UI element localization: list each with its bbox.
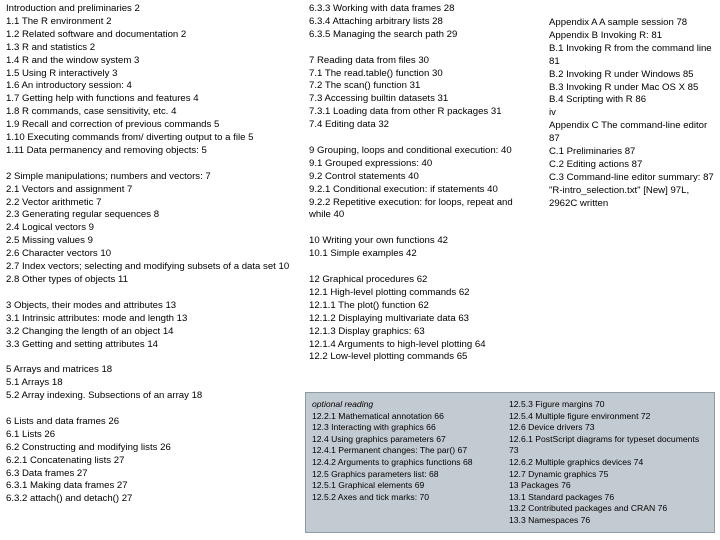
section-gap bbox=[6, 403, 296, 416]
toc-section-2 bbox=[6, 171, 296, 287]
optional-reading-right bbox=[509, 399, 709, 527]
toc-entry: 1.2 Related software and documentation 2 bbox=[6, 28, 187, 40]
toc-entry: 13.2 Contributed packages and CRAN 76 bbox=[509, 503, 668, 514]
toc-entry: 10 Writing your own functions 42 bbox=[309, 235, 449, 247]
toc-entry: B.1 Invoking R from the command line 81 bbox=[549, 42, 712, 67]
toc-section-3 bbox=[6, 300, 296, 352]
section-gap bbox=[6, 351, 296, 364]
toc-entry: 2.6 Character vectors 10 bbox=[6, 248, 112, 260]
toc-section-7 bbox=[309, 55, 534, 132]
toc-entry: 12.5.1 Graphical elements 69 bbox=[312, 480, 425, 491]
toc-entry: Appendix A A sample session 78 bbox=[549, 17, 688, 28]
toc-section-10 bbox=[309, 235, 534, 261]
toc-entry: 12.1 High-level plotting commands 62 bbox=[309, 286, 470, 298]
toc-entry: 2.5 Missing values 9 bbox=[6, 235, 93, 247]
toc-entry: 9.2.1 Conditional execution: if statements 40 bbox=[309, 183, 498, 195]
toc-entry: 12.1.1 The plot() function 62 bbox=[309, 299, 429, 311]
toc-entry: 13.1 Standard packages 76 bbox=[509, 491, 615, 502]
toc-entry: 12.6 Device drivers 73 bbox=[509, 422, 595, 433]
toc-entry: B.3 Invoking R under Mac OS X 85 bbox=[549, 81, 699, 93]
toc-entry: 1.7 Getting help with functions and features 4 bbox=[6, 93, 199, 105]
toc-entry: 6.3.3 Working with data frames 28 bbox=[309, 3, 455, 14]
toc-entry: 6.1 Lists 26 bbox=[6, 428, 56, 440]
toc-entry: 12.2.1 Mathematical annotation 66 bbox=[312, 410, 444, 421]
toc-column-2 bbox=[309, 3, 534, 364]
toc-section-1 bbox=[6, 3, 296, 158]
toc-entry: 12 Graphical procedures 62 bbox=[309, 273, 428, 285]
toc-entry: 12.1.2 Displaying multivariate data 63 bbox=[309, 312, 469, 324]
toc-entry: 2.4 Logical vectors 9 bbox=[6, 222, 94, 234]
toc-entry: 1.4 R and the window system 3 bbox=[6, 54, 140, 66]
toc-entry: 12.4.1 Permanent changes: The par() 67 bbox=[312, 445, 468, 456]
toc-entry: 2.2 Vector arithmetic 7 bbox=[6, 196, 102, 208]
toc-entry: 13.3 Namespaces 76 bbox=[509, 514, 591, 525]
section-gap bbox=[309, 222, 534, 235]
toc-entry: Appendix C The command-line editor 87 bbox=[549, 120, 708, 145]
toc-entry: 12.4.2 Arguments to graphics functions 68 bbox=[312, 456, 473, 467]
toc-entry: C.2 Editing actions 87 bbox=[549, 158, 643, 170]
toc-entry: 12.1.3 Display graphics: 63 bbox=[309, 325, 425, 337]
section-gap bbox=[309, 42, 534, 55]
toc-entry: 5 Arrays and matrices 18 bbox=[6, 364, 113, 376]
toc-entry: 2.3 Generating regular sequences 8 bbox=[6, 209, 160, 221]
toc-entry: 6.3.5 Managing the search path 29 bbox=[309, 28, 458, 40]
toc-entry: 1.6 An introductory session: 4 bbox=[6, 80, 132, 92]
section-gap bbox=[309, 261, 534, 274]
toc-entry: 9 Grouping, loops and conditional execution: 40 bbox=[309, 144, 512, 156]
toc-entry: 6 Lists and data frames 26 bbox=[6, 415, 120, 427]
toc-entry: 6.3.1 Making data frames 27 bbox=[6, 480, 128, 492]
toc-entry: 13 Packages 76 bbox=[509, 480, 571, 491]
toc-entry: 5.1 Arrays 18 bbox=[6, 377, 63, 389]
toc-entry: 2.7 Index vectors; selecting and modifying subsets of a data set 10 bbox=[6, 261, 290, 273]
toc-entry: B.4 Scripting with R 86 bbox=[549, 94, 647, 106]
toc-entry: 10.1 Simple examples 42 bbox=[309, 248, 417, 260]
toc-entry: 2 Simple manipulations; numbers and vectors: 7 bbox=[6, 170, 211, 182]
optional-reading-left bbox=[312, 399, 508, 503]
toc-entry: 1.5 Using R interactively 3 bbox=[6, 67, 118, 79]
section-gap bbox=[6, 158, 296, 171]
toc-column-1 bbox=[6, 3, 296, 506]
toc-entry: 12.5.2 Axes and tick marks: 70 bbox=[312, 491, 430, 502]
toc-column-3 bbox=[549, 17, 717, 211]
toc-entry: 12.1.4 Arguments to high-level plotting 64 bbox=[309, 338, 486, 350]
section-gap bbox=[309, 132, 534, 145]
toc-entry: 6.2.1 Concatenating lists 27 bbox=[6, 454, 125, 466]
toc-entry: 7.2 The scan() function 31 bbox=[309, 80, 421, 92]
toc-entry: Appendix B Invoking R: 81 bbox=[549, 29, 663, 41]
toc-entry: 9.1 Grouped expressions: 40 bbox=[309, 157, 433, 169]
toc-entry: 12.6.2 Multiple graphics devices 74 bbox=[509, 456, 644, 467]
toc-entry: 1.1 The R environment 2 bbox=[6, 15, 112, 27]
toc-entry: 7.3 Accessing builtin datasets 31 bbox=[309, 93, 449, 105]
toc-entry: 6.3.2 attach() and detach() 27 bbox=[6, 493, 133, 505]
toc-entry: 12.5.4 Multiple figure environment 72 bbox=[509, 410, 651, 421]
toc-entry: 2.8 Other types of objects 11 bbox=[6, 274, 128, 286]
optional-reading-box bbox=[305, 392, 715, 533]
toc-entry: 1.9 Recall and correction of previous commands 5 bbox=[6, 119, 220, 131]
toc-entry: 9.2 Control statements 40 bbox=[309, 170, 419, 182]
toc-entry: 3.1 Intrinsic attributes: mode and length 13 bbox=[6, 312, 188, 324]
toc-entry: 3 Objects, their modes and attributes 13 bbox=[6, 299, 177, 311]
toc-entry: 6.2 Constructing and modifying lists 26 bbox=[6, 441, 171, 453]
toc-entry: 5.2 Array indexing. Subsections of an array 18 bbox=[6, 390, 203, 402]
toc-entry: 6.3 Data frames 27 bbox=[6, 467, 88, 479]
editor-status-line: "R-intro_selection.txt" [New] 97L, 2962C written bbox=[549, 184, 690, 209]
toc-section-6-cont bbox=[309, 3, 534, 42]
toc-entry: 6.3.4 Attaching arbitrary lists 28 bbox=[309, 15, 443, 27]
toc-section-9 bbox=[309, 145, 534, 222]
toc-entry: 12.2 Low-level plotting commands 65 bbox=[309, 351, 468, 363]
toc-section-12 bbox=[309, 274, 534, 364]
toc-entry: 2.1 Vectors and assignment 7 bbox=[6, 183, 133, 195]
toc-entry: C.1 Preliminaries 87 bbox=[549, 146, 636, 158]
toc-entry: 12.5 Graphics parameters list: 68 bbox=[312, 468, 439, 479]
optional-reading-heading: optional reading bbox=[312, 399, 374, 409]
toc-entry: 1.3 R and statistics 2 bbox=[6, 41, 96, 53]
toc-entry: 7 Reading data from files 30 bbox=[309, 54, 429, 66]
page-number-marker: iv bbox=[549, 107, 556, 119]
toc-entry: B.2 Invoking R under Windows 85 bbox=[549, 68, 694, 80]
toc-entry: 12.7 Dynamic graphics 75 bbox=[509, 468, 609, 479]
toc-entry: 12.3 Interacting with graphics 66 bbox=[312, 422, 436, 433]
toc-entry: 7.4 Editing data 32 bbox=[309, 119, 390, 131]
toc-section-6 bbox=[6, 416, 296, 506]
toc-entry: Introduction and preliminaries 2 bbox=[6, 3, 140, 14]
section-gap bbox=[6, 287, 296, 300]
toc-entry: 12.6.1 PostScript diagrams for typeset documents 73 bbox=[509, 433, 700, 456]
toc-entry: 7.3.1 Loading data from other R packages 31 bbox=[309, 106, 502, 118]
toc-entry: C.3 Command-line editor summary: 87 bbox=[549, 171, 714, 183]
toc-entry: 12.5.3 Figure margins 70 bbox=[509, 399, 605, 409]
toc-entry: 1.10 Executing commands from/ diverting output to a file 5 bbox=[6, 132, 254, 144]
toc-entry: 1.8 R commands, case sensitivity, etc. 4 bbox=[6, 106, 177, 118]
toc-entry: 12.4 Using graphics parameters 67 bbox=[312, 433, 446, 444]
toc-section-5 bbox=[6, 364, 296, 403]
toc-entry: 3.2 Changing the length of an object 14 bbox=[6, 325, 174, 337]
toc-entry: 7.1 The read.table() function 30 bbox=[309, 67, 443, 79]
toc-entry: 3.3 Getting and setting attributes 14 bbox=[6, 338, 159, 350]
toc-entry: 9.2.2 Repetitive execution: for loops, repeat and while 40 bbox=[309, 196, 513, 221]
toc-entry: 1.11 Data permanency and removing objects: 5 bbox=[6, 144, 207, 156]
